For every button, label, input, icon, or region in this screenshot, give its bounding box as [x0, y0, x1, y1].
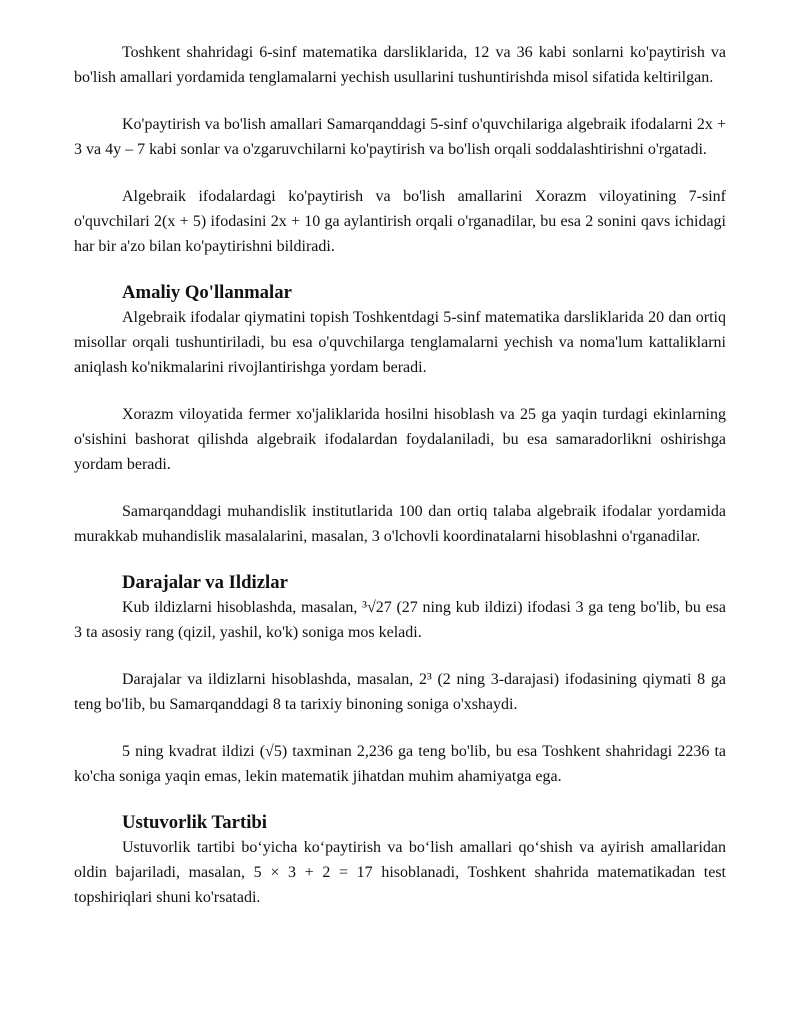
ustuvorlik-paragraph-1: Ustuvorlik tartibi bo‘yicha ko‘paytirish va bo‘lish amallari qo‘shish va ayirish amallaridan oldin bajariladi, masalan, 5 × 3 + 2 = 17 hisoblanadi, Toshkent shahrida matematikadan test topshiriqlari shuni ko'rsatadi. — [74, 839, 726, 906]
darajalar-paragraph-1: Kub ildizlarni hisoblashda, masalan, ³√27 (27 ning kub ildizi) ifodasi 3 ga teng bo'lib, bu esa 3 ta asosiy rang (qizil, yashil, ko'k) soniga mos keladi. — [74, 599, 726, 641]
amaliy-paragraph-3: Samarqanddagi muhandislik institutlarida 100 dan ortiq talaba algebraik ifodalar yordamida murakkab muhandislik masalalarini, masalan, 3 o'lchovli koordinatalarni hisoblashni o'rganadilar. — [74, 503, 726, 545]
intro-paragraph-3: Algebraik ifodalardagi ko'paytirish va bo'lish amallarini Xorazm viloyatining 7-sinf o'quvchilari 2(x + 5) ifodasini 2x + 10 ga aylantirish orqali o'rganadilar, bu esa 2 sonini qavs ichidagi har bir a'zo bilan ko'paytirishni bildiradi. — [74, 188, 726, 255]
section-heading-darajalar: Darajalar va Ildizlar — [122, 572, 288, 593]
section-heading-ustuvorlik: Ustuvorlik Tartibi — [122, 812, 267, 833]
intro-paragraph-2: Ko'paytirish va bo'lish amallari Samarqanddagi 5-sinf o'quvchilariga algebraik ifodalarni 2x + 3 va 4y – 7 kabi sonlar va o'zgaruvchilarni ko'paytirish va bo'lish orqali soddalashtirishni o'rgatadi. — [74, 116, 726, 158]
section-heading-amaliy: Amaliy Qo'llanmalar — [122, 282, 292, 303]
intro-paragraph-1: Toshkent shahridagi 6-sinf matematika darsliklarida, 12 va 36 kabi sonlarni ko'paytirish va bo'lish amallari yordamida tenglamalarni yechish usullarini tushuntirishda misol sifatida keltirilgan. — [74, 44, 726, 86]
darajalar-paragraph-3: 5 ning kvadrat ildizi (√5) taxminan 2,236 ga teng bo'lib, bu esa Toshkent shahridagi 2236 ta ko'cha soniga yaqin emas, lekin matematik jihatdan muhim ahamiyatga ega. — [74, 743, 726, 785]
document-page — [74, 40, 726, 932]
amaliy-paragraph-1: Algebraik ifodalar qiymatini topish Toshkentdagi 5-sinf matematika darsliklarida 20 dan ortiq misollar orqali tushuntiriladi, bu esa o'quvchilarga tenglamalarni yechish va noma'lum kattaliklarni aniqlash ko'nikmalarini rivojlantirishga yordam beradi. — [74, 309, 726, 376]
darajalar-paragraph-2: Darajalar va ildizlarni hisoblashda, masalan, 2³ (2 ning 3-darajasi) ifodasining qiymati 8 ga teng bo'lib, bu Samarqanddagi 8 ta tarixiy binoning soniga o'xshaydi. — [74, 671, 726, 713]
amaliy-paragraph-2: Xorazm viloyatida fermer xo'jaliklarida hosilni hisoblash va 25 ga yaqin turdagi ekinlarning o'sishini bashorat qilishda algebraik ifodalardan foydalaniladi, bu esa samaradorlikni oshirishga yordam beradi. — [74, 406, 726, 473]
